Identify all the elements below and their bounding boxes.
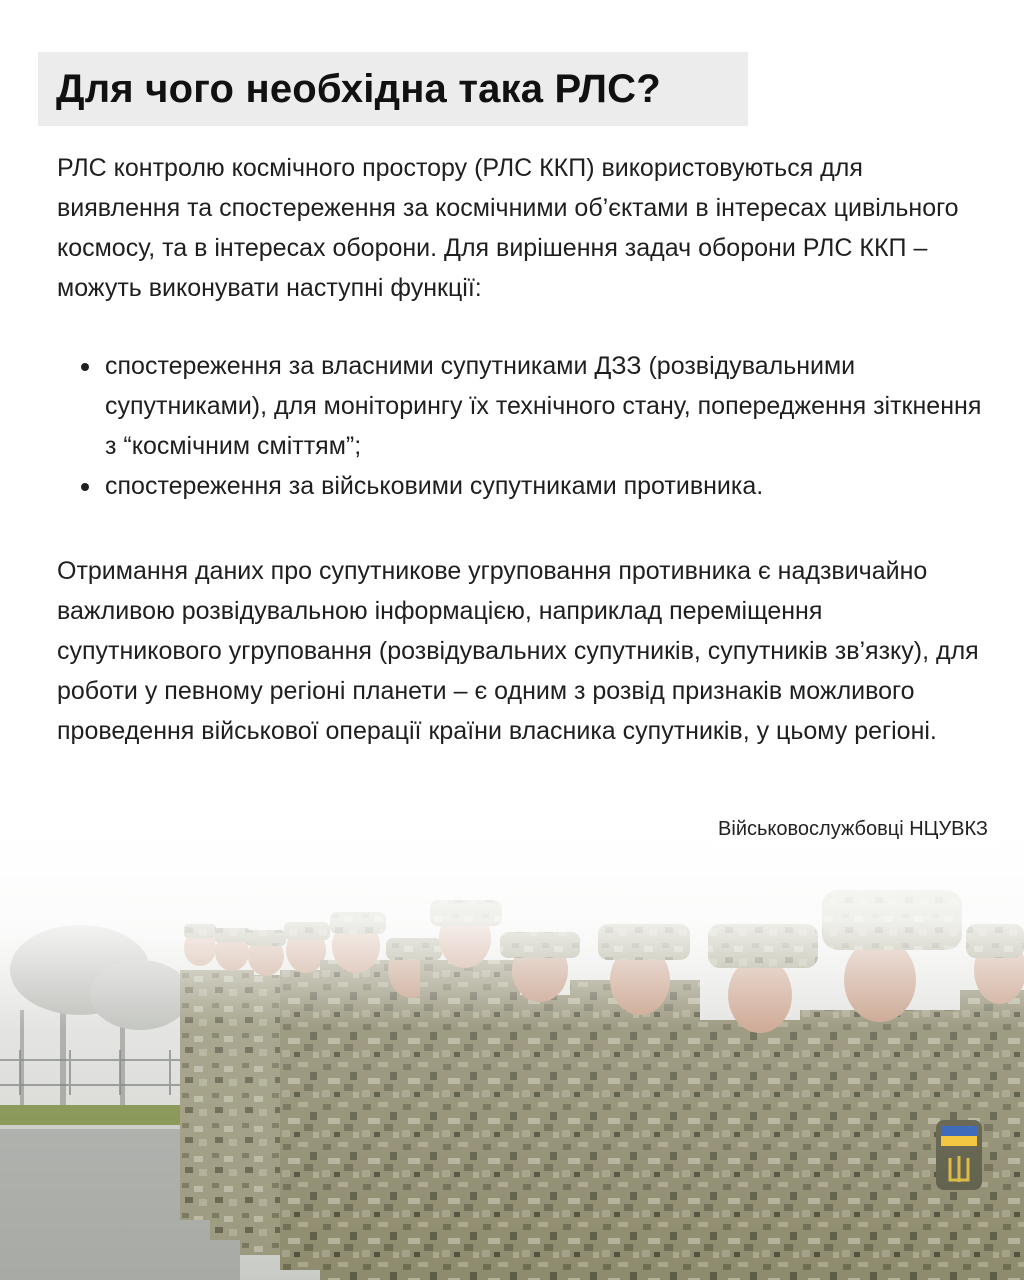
list-item: спостереження за власними супутниками ДЗЗ (розвідувальними супутниками), для моніторингу їх технічного стану, попередження зіткнення з “космічним сміттям”; bbox=[105, 346, 990, 466]
intro-paragraph bbox=[57, 148, 992, 308]
heading-box bbox=[38, 52, 748, 126]
body-text: Отримання даних про супутникове угруповання противника є надзвичайно важливою розвідувальною інформацією, наприклад переміщення супутникового угруповання (розвідувальних супутників, супутників зв’язку), для роботи у певному регіоні планети – є одним з розвід признаків можливого проведення військової операції країни власника супутників, у цьому регіоні. bbox=[57, 557, 979, 745]
list-item: спостереження за військовими супутниками противника. bbox=[105, 466, 990, 506]
photo-caption: Військовослужбовці НЦУВКЗ bbox=[708, 812, 998, 847]
body-paragraph bbox=[57, 551, 992, 751]
soldiers-photo bbox=[0, 820, 1024, 1280]
functions-list bbox=[0, 346, 1024, 506]
page-title: Для чого необхідна така РЛС? bbox=[56, 66, 661, 111]
intro-text: РЛС контролю космічного простору (РЛС ККП) використовуються для виявлення та спостереження за космічними об’єктами в інтересах цивільного космосу, та в інтересах оборони. Для вирішення задач оборони РЛС ККП – можуть виконувати наступні функції: bbox=[57, 154, 959, 302]
